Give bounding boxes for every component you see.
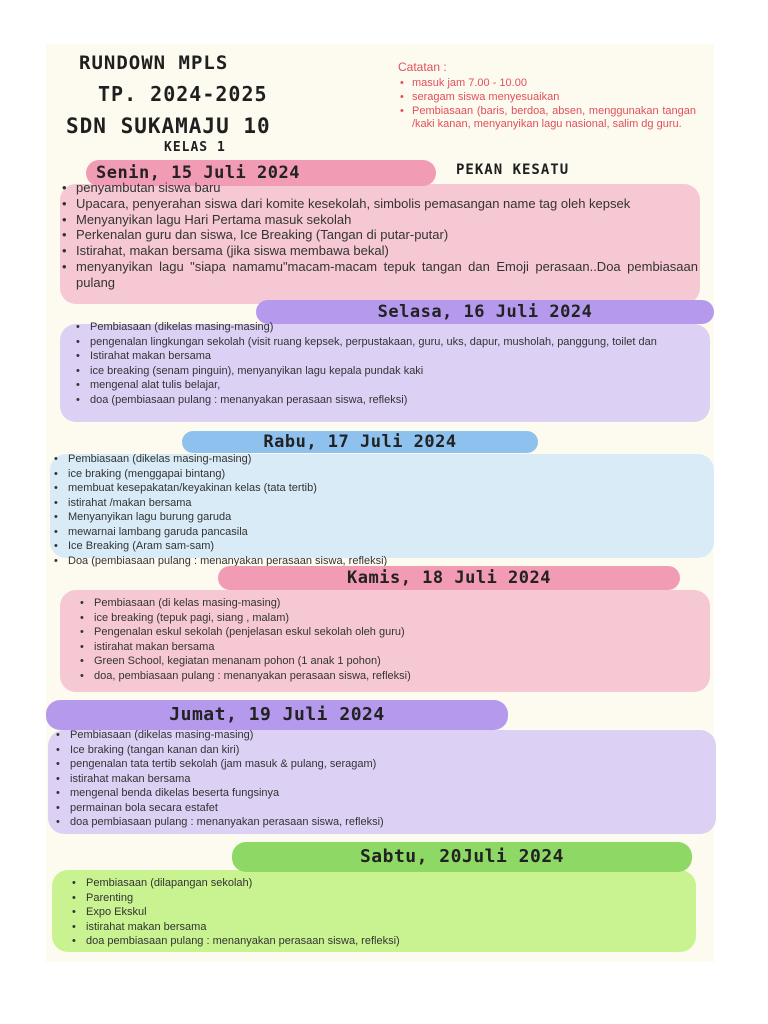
list-item: • istirahat makan bersama (68, 920, 688, 935)
list-item: • ice braking (menggapai bintang) (50, 467, 700, 482)
list-item: • Pembiasaan (dikelas masing-masing) (50, 452, 700, 467)
notes-list (398, 77, 696, 131)
list-item: • Istirahat makan bersama (72, 349, 706, 364)
day-title-sabtu: Sabtu, 20Juli 2024 (232, 842, 692, 872)
day-items-rabu (50, 452, 700, 568)
list-item: • ice breaking (senam pinguin), menyanyikan lagu kepala pundak kaki (72, 364, 706, 379)
day-items-jumat (52, 728, 692, 830)
list-item: • doa pembiasaan pulang : menanyakan perasaan siswa, refleksi) (68, 934, 688, 949)
day-items-selasa (72, 320, 706, 407)
list-item: • Menyanyikan lagu Hari Pertama masuk sekolah (58, 212, 698, 228)
list-item: • mewarnai lambang garuda pancasila (50, 525, 700, 540)
schedule-poster (46, 44, 714, 962)
list-item: • mengenal alat tulis belajar, (72, 378, 706, 393)
poster-title-line3: SDN SUKAMAJU 10 (66, 114, 271, 138)
day-title-senin: Senin, 15 Juli 2024 (86, 160, 436, 186)
day-items-sabtu (68, 876, 688, 949)
list-item: • Pembiasaan (dilapangan sekolah) (68, 876, 688, 891)
list-item: • istirahat makan bersama (76, 640, 706, 655)
list-item: • Green School, kegiatan menanam pohon (1 anak 1 pohon) (76, 654, 706, 669)
list-item: • doa (pembiasaan pulang : menanyakan perasaan siswa, refleksi) (72, 393, 706, 408)
list-item: • Pembiasaan (di kelas masing-masing) (76, 596, 706, 611)
list-item: • pengenalan lingkungan sekolah (visit ruang kepsek, perpustakaan, guru, uks, dapur, musholah, panggung, toilet dan (72, 335, 706, 350)
list-item: • ice breaking (tepuk pagi, siang , malam) (76, 611, 706, 626)
list-item: • istirahat /makan bersama (50, 496, 700, 511)
list-item: • mengenal benda dikelas beserta fungsinya (52, 786, 692, 801)
list-item: • pengenalan tata tertib sekolah (jam masuk & pulang, seragam) (52, 757, 692, 772)
day-items-senin (58, 180, 698, 291)
list-item: • Pembiasaan (dikelas masing-masing) (72, 320, 706, 335)
list-item: • Ice braking (tangan kanan dan kiri) (52, 743, 692, 758)
list-item: • Expo Ekskul (68, 905, 688, 920)
list-item: • Doa (pembiasaan pulang : menanyakan perasaan siswa, refleksi) (50, 554, 700, 569)
list-item: • doa, pembiasaan pulang : menanyakan perasaan siswa, refleksi) (76, 669, 706, 684)
list-item: • doa pembiasaan pulang : menanyakan perasaan siswa, refleksi) (52, 815, 692, 830)
note-item: • seragam siswa menyesuaikan (412, 91, 696, 104)
list-item: • menyanyikan lagu "siapa namamu"macam-macam tepuk tangan dan Emoji perasaan..Doa pembiasaan pulang (58, 259, 698, 291)
list-item: • membuat kesepakatan/keyakinan kelas (tata tertib) (50, 481, 700, 496)
day-items-kamis (76, 596, 706, 683)
day-title-kamis: Kamis, 18 Juli 2024 (218, 566, 680, 590)
list-item: • Upacara, penyerahan siswa dari komite kesekolah, simbolis pemasangan name tag oleh kepsek (58, 196, 698, 212)
poster-title-line1: RUNDOWN MPLS (79, 52, 229, 74)
list-item: • Parenting (68, 891, 688, 906)
day-title-selasa: Selasa, 16 Juli 2024 (256, 300, 714, 324)
list-item: • Ice Breaking (Aram sam-sam) (50, 539, 700, 554)
list-item: • Menyanyikan lagu burung garuda (50, 510, 700, 525)
day-title-jumat: Jumat, 19 Juli 2024 (46, 700, 508, 730)
list-item: • Pengenalan eskul sekolah (penjelasan eskul sekolah oleh guru) (76, 625, 706, 640)
notes-section (398, 60, 696, 132)
list-item: • istirahat makan bersama (52, 772, 692, 787)
note-item: • Pembiasaan (baris, berdoa, absen, menggunakan tangan /kaki kanan, menyanyikan lagu nasional, salim dg guru. (412, 105, 696, 131)
list-item: • permainan bola secara estafet (52, 801, 692, 816)
list-item: • penyambutan siswa baru (58, 180, 698, 196)
note-item: • masuk jam 7.00 - 10.00 (412, 77, 696, 90)
notes-title: Catatan : (398, 60, 447, 74)
list-item: • Istirahat, makan bersama (jika siswa membawa bekal) (58, 243, 698, 259)
list-item: • Pembiasaan (dikelas masing-masing) (52, 728, 692, 743)
poster-title-line2: TP. 2024-2025 (98, 82, 268, 106)
day-title-rabu: Rabu, 17 Juli 2024 (182, 431, 538, 453)
class-label: KELAS 1 (164, 140, 226, 155)
list-item: • Perkenalan guru dan siswa, Ice Breaking (Tangan di putar-putar) (58, 227, 698, 243)
week-label: PEKAN KESATU (456, 162, 570, 178)
